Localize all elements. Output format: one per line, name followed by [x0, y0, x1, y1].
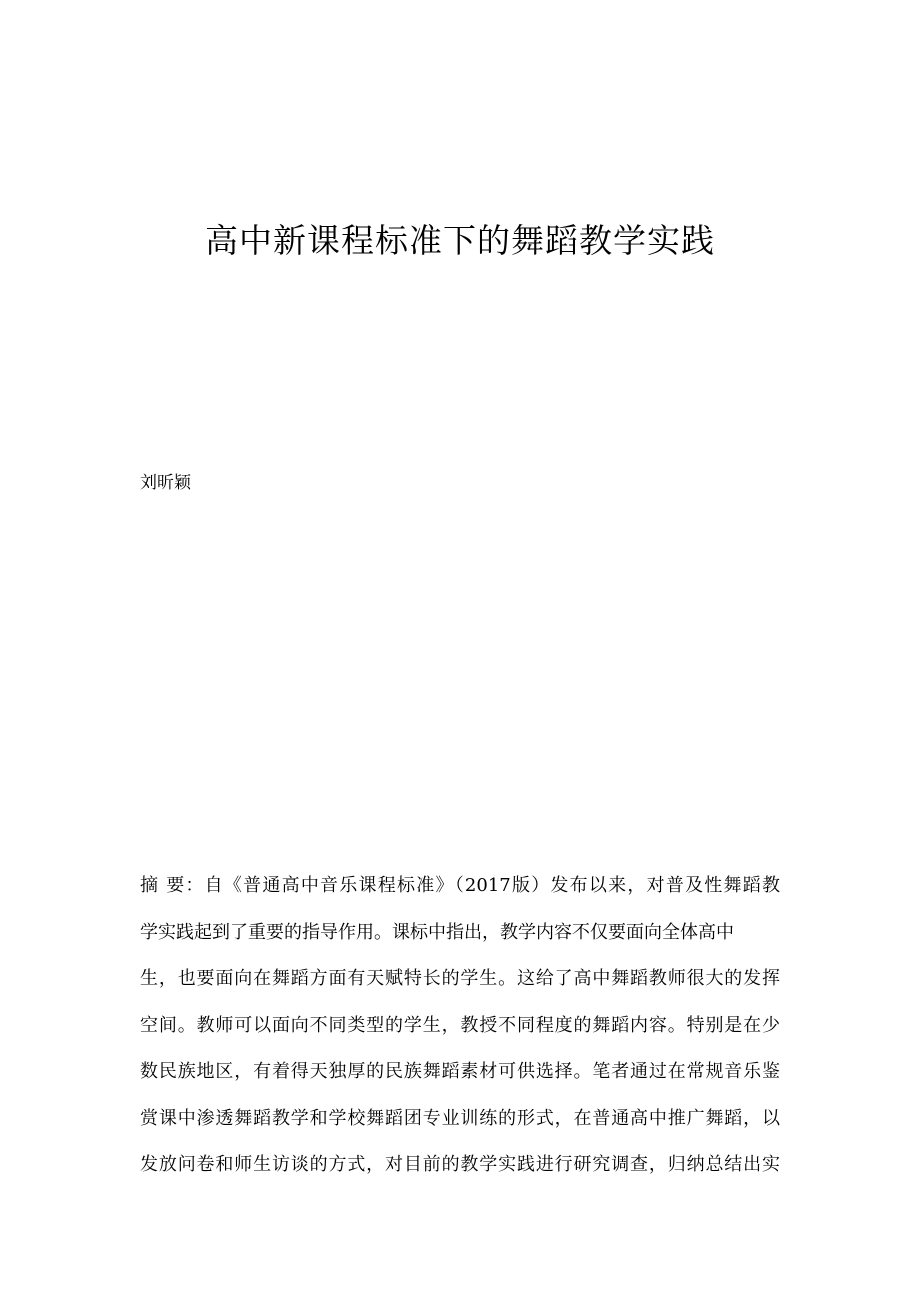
- abstract-paragraph: [140, 870, 780, 1196]
- abstract-line: 生，也要面向在舞蹈方面有天赋特长的学生。这给了高中舞蹈教师很大的发挥: [140, 968, 780, 989]
- abstract-line: 赏课中渗透舞蹈教学和学校舞蹈团专业训练的形式，在普通高中推广舞蹈，以: [140, 1107, 780, 1129]
- abstract-line: 学实践起到了重要的指导作用。课标中指出，教学内容不仅要面向全体高中: [140, 921, 734, 943]
- abstract-line: 数民族地区，有着得天独厚的民族舞蹈素材可供选择。笔者通过在常规音乐鉴: [140, 1061, 780, 1082]
- abstract-line: 摘 要：自《普通高中音乐课程标准》（2017版）发布以来，对普及性舞蹈教: [140, 875, 780, 896]
- abstract-line: 发放问卷和师生访谈的方式，对目前的教学实践进行研究调查，归纳总结出实: [140, 1154, 780, 1175]
- abstract-line: 空间。教师可以面向不同类型的学生，教授不同程度的舞蹈内容。特别是在少: [140, 1014, 780, 1036]
- author-name: 刘昕颖: [140, 473, 191, 493]
- document-title: 高中新课程标准下的舞蹈教学实践: [205, 221, 715, 260]
